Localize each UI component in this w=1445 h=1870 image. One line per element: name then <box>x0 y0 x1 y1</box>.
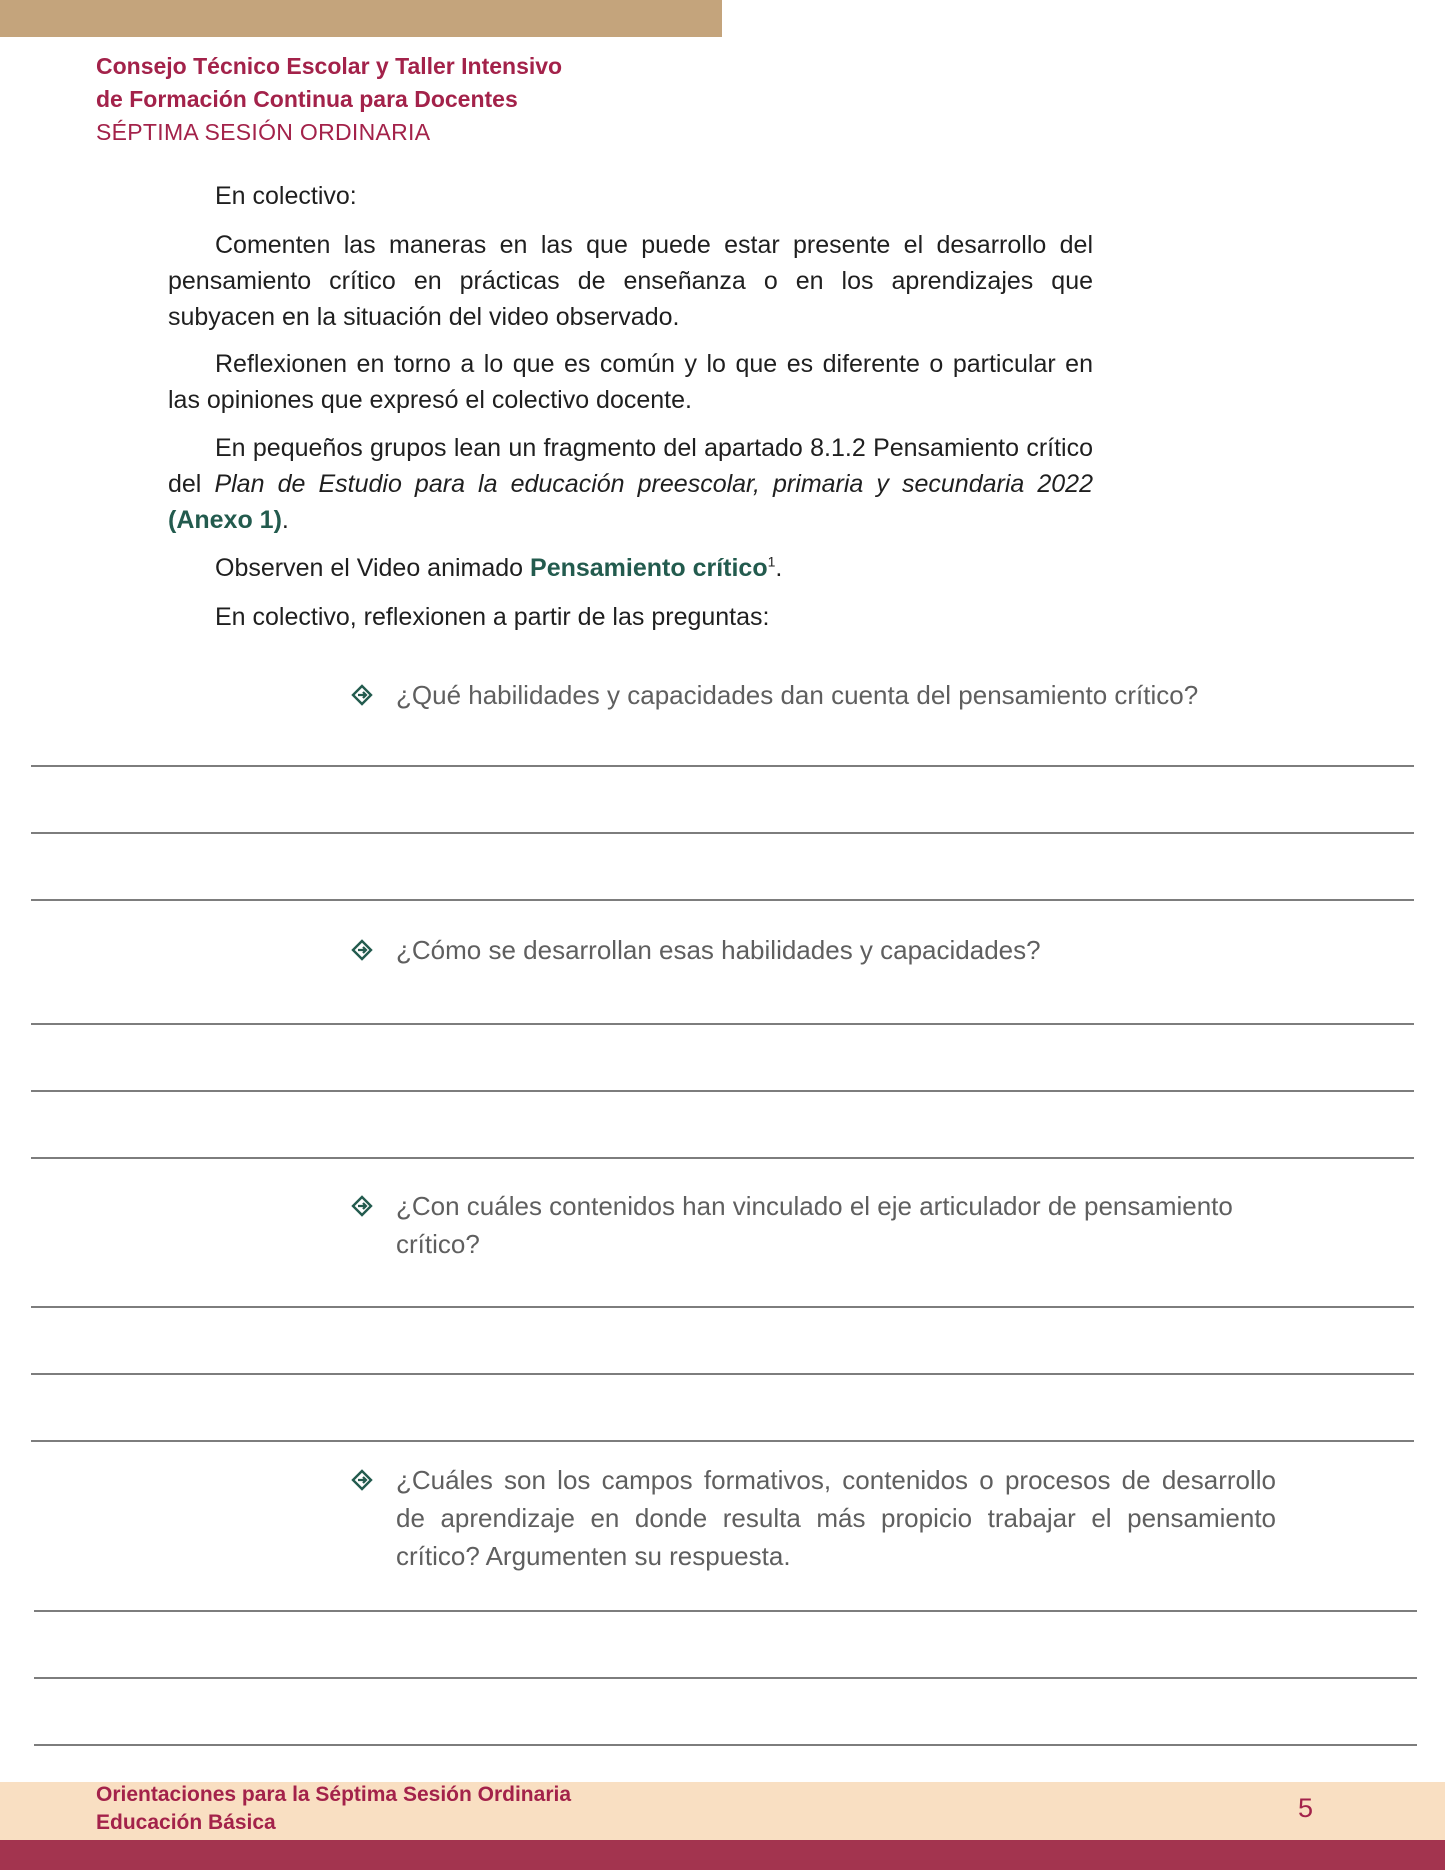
header-title-line-2: de Formación Continua para Docentes <box>96 86 518 112</box>
video-pensamiento-critico-link[interactable]: Pensamiento crítico <box>530 554 768 582</box>
diamond-arrow-icon <box>351 939 373 961</box>
question-4-text: ¿Cuáles son los campos formativos, contenidos o procesos de desarrollo de aprendizaje en donde resulta más propicio trabajar el pensamiento crítico? Argumenten su respuesta. <box>396 1465 1276 1571</box>
intro-paragraph: En colectivo: <box>215 182 357 210</box>
paragraph-3-end: . <box>281 506 289 534</box>
question-3-text: ¿Con cuáles contenidos han vinculado el eje articulador de pensamiento crítico? <box>396 1191 1233 1259</box>
answer-line[interactable] <box>31 1373 1414 1375</box>
plan-de-estudio-title: Plan de Estudio para la educación preescolar, primaria y secundaria 2022 <box>214 470 1093 498</box>
paragraph-3 <box>168 430 1093 538</box>
diamond-arrow-icon <box>351 684 373 706</box>
answer-line[interactable] <box>31 1440 1414 1442</box>
answer-line[interactable] <box>31 1157 1414 1159</box>
paragraph-4-text: Observen el Video animado <box>215 554 531 582</box>
paragraph-4 <box>168 550 1093 586</box>
footnote-marker: 1 <box>767 553 776 570</box>
answer-line[interactable] <box>31 832 1414 834</box>
answer-line[interactable] <box>31 1306 1414 1308</box>
answer-line[interactable] <box>31 899 1414 901</box>
answer-line[interactable] <box>34 1677 1417 1679</box>
paragraph-1: Comenten las maneras en las que puede estar presente el desarrollo del pensamiento crítico en prácticas de enseñanza o en los aprendizajes que subyacen en la situación del video observado. <box>168 231 1093 331</box>
footer-bottom-bar <box>0 1840 1445 1870</box>
question-2-text: ¿Cómo se desarrollan esas habilidades y capacidades? <box>396 935 1041 965</box>
paragraph-3-text: En pequeños grupos lean un fragmento del apartado 8.1.2 Pensamiento crítico del <box>168 434 1093 498</box>
footer-line-1: Orientaciones para la Séptima Sesión Ordinaria <box>96 1783 572 1806</box>
diamond-arrow-icon <box>351 1469 373 1491</box>
answer-line[interactable] <box>31 765 1414 767</box>
question-1-text: ¿Qué habilidades y capacidades dan cuenta del pensamiento crítico? <box>396 680 1199 710</box>
header-title-line-1: Consejo Técnico Escolar y Taller Intensivo <box>96 53 563 79</box>
page-header <box>96 50 562 149</box>
anexo-1-link[interactable]: (Anexo 1) <box>168 506 282 534</box>
answer-line[interactable] <box>31 1090 1414 1092</box>
footer-line-2: Educación Básica <box>96 1811 276 1834</box>
top-accent-bar <box>0 0 722 37</box>
answer-line[interactable] <box>31 1023 1414 1025</box>
header-session: SÉPTIMA SESIÓN ORDINARIA <box>96 119 431 145</box>
answer-line[interactable] <box>34 1610 1417 1612</box>
diamond-arrow-icon <box>351 1195 373 1217</box>
paragraph-2: Reflexionen en torno a lo que es común y lo que es diferente o particular en las opiniones que expresó el colectivo docente. <box>168 350 1093 414</box>
paragraph-5: En colectivo, reflexionen a partir de las preguntas: <box>215 603 770 631</box>
paragraph-4-end: . <box>775 554 783 582</box>
page-number: 5 <box>1298 1793 1314 1823</box>
footer-caption <box>96 1781 571 1837</box>
answer-line[interactable] <box>34 1744 1417 1746</box>
